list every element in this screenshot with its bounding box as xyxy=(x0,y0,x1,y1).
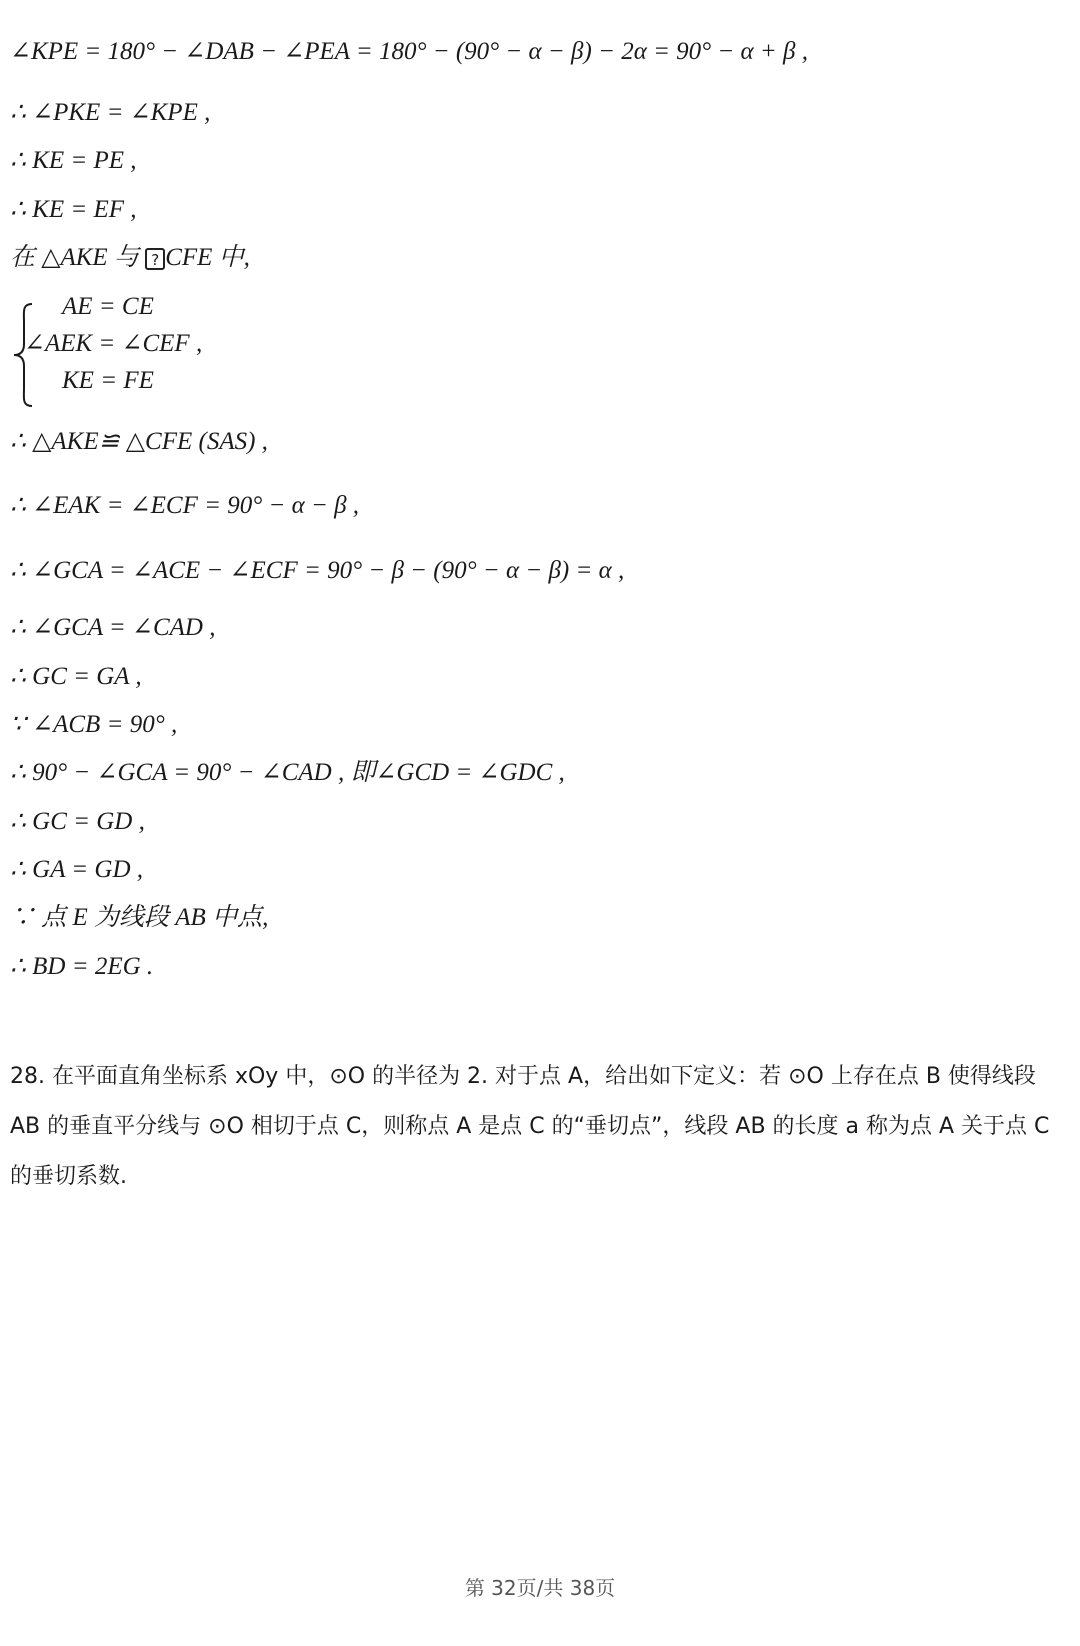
solution-line-4: ∴ KE = EF , xyxy=(10,196,137,223)
system-row-3: KE = FE xyxy=(62,367,154,394)
solution-line-2: ∴ ∠PKE = ∠KPE , xyxy=(10,99,211,126)
page-footer: 第 32页/共 38页 xyxy=(464,1576,616,1600)
solution-line-1: ∠KPE = 180° − ∠DAB − ∠PEA = 180° − (90° − α − β) − 2α = 90° − α + β , xyxy=(10,38,808,65)
triangle-compare-text-2: CFE 中, xyxy=(165,244,250,271)
solution-line-14: ∴ GA = GD , xyxy=(10,856,144,883)
solution-line-5 xyxy=(10,242,250,274)
solution-line-8: ∴ ∠GCA = ∠ACE − ∠ECF = 90° − β − (90° − α − β) = α , xyxy=(10,557,625,584)
solution-line-13: ∴ GC = GD , xyxy=(10,808,145,835)
solution-line-16: ∴ BD = 2EG . xyxy=(10,953,154,980)
solution-line-12: ∴ 90° − ∠GCA = 90° − ∠CAD , 即∠GCD = ∠GDC , xyxy=(10,759,565,786)
triangle-compare-text: 在 △AKE 与 xyxy=(10,244,139,271)
solution-line-11: ∵ ∠ACB = 90° , xyxy=(10,711,178,738)
solution-line-10: ∴ GC = GA , xyxy=(10,663,142,690)
problem-28-statement: 28. 在平面直角坐标系 xOy 中，⊙O 的半径为 2. 对于点 A，给出如下定义：若 ⊙O 上存在点 B 使得线段 AB 的垂直平分线与 ⊙O 相切于点 C，则称点 A 是点 C 的“垂切点”，线段 AB 的长度 a 称为点 A 关于点 C 的垂切系数. xyxy=(10,1064,1050,1189)
system-row-2: ∠AEK = ∠CEF , xyxy=(24,330,203,357)
equation-system xyxy=(10,293,230,420)
solution-line-15: ∵ 点 E 为线段 AB 中点, xyxy=(10,904,269,931)
solution-line-6: ∴ △AKE≌ △CFE (SAS) , xyxy=(10,428,268,455)
solution-line-7: ∴ ∠EAK = ∠ECF = 90° − α − β , xyxy=(10,492,360,519)
system-row-1: AE = CE xyxy=(62,293,154,320)
solution-line-3: ∴ KE = PE , xyxy=(10,147,137,174)
solution-line-9: ∴ ∠GCA = ∠CAD , xyxy=(10,614,216,641)
missing-glyph-icon: ? xyxy=(145,248,165,270)
